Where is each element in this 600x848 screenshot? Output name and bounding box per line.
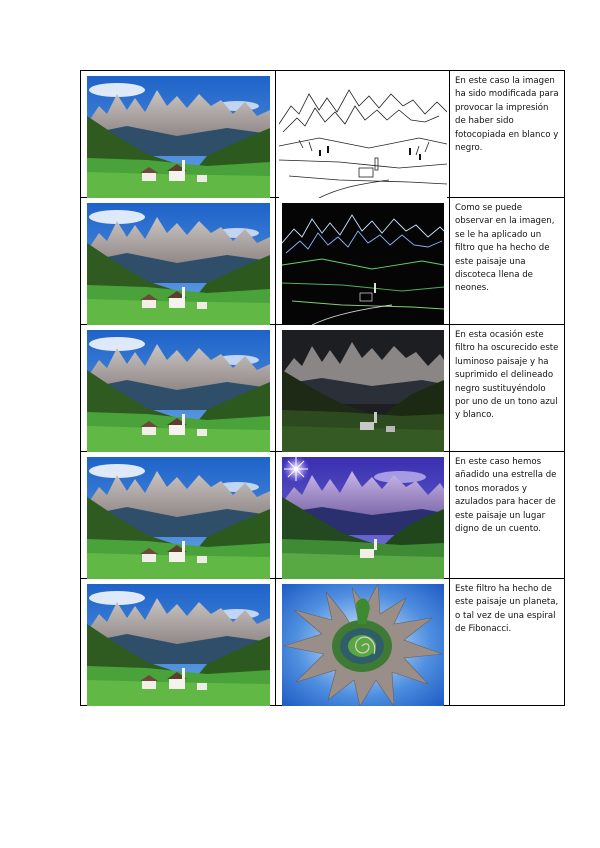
original-image-cell [81, 198, 276, 325]
original-image-cell [81, 579, 276, 706]
original-landscape-image [87, 584, 270, 706]
neon-edges-image [282, 203, 444, 325]
original-image-cell [81, 71, 276, 198]
original-landscape-image [87, 203, 270, 325]
filtered-image-cell [276, 325, 450, 452]
filtered-image-cell [276, 579, 450, 706]
description-cell [450, 71, 565, 198]
original-landscape-image [87, 457, 270, 579]
darkened-landscape-image [282, 330, 444, 452]
purple-star-landscape-image [282, 457, 444, 579]
table-row [81, 579, 565, 706]
description-text: Como se puede observar en la imagen, se le ha aplicado un filtro que ha hecho de este paisaje una discoteca llena de neones. [455, 203, 555, 294]
description-cell [450, 325, 565, 452]
filtered-image-cell [276, 198, 450, 325]
description-text: Este filtro ha hecho de este paisaje un planeta, o tal vez de una espiral de Fibonacci. [455, 584, 559, 635]
table-row [81, 198, 565, 325]
table-row [81, 325, 565, 452]
original-image-cell [81, 325, 276, 452]
description-text: En este caso la imagen ha sido modificada para provocar la impresión de haber sido fotocopiada en blanco y negro. [455, 76, 559, 154]
description-cell [450, 579, 565, 706]
filtered-image-cell [276, 452, 450, 579]
description-cell [450, 452, 565, 579]
description-cell [450, 198, 565, 325]
table-row [81, 452, 565, 579]
description-text: En esta ocasión este filtro ha oscurecido este luminoso paisaje y ha suprimido el delineado negro sustituyéndolo por uno de un tono azul y blanco. [455, 330, 559, 421]
table-row [81, 71, 565, 198]
tiny-planet-image [282, 584, 444, 706]
filtered-image-cell [276, 71, 450, 198]
original-image-cell [81, 452, 276, 579]
photocopy-sketch-image [279, 76, 447, 198]
description-text: En este caso hemos añadido una estrella de tonos morados y azulados para hacer de este paisaje un lugar digno de un cuento. [455, 457, 557, 535]
original-landscape-image [87, 76, 270, 198]
original-landscape-image [87, 330, 270, 452]
filters-table [80, 70, 565, 706]
